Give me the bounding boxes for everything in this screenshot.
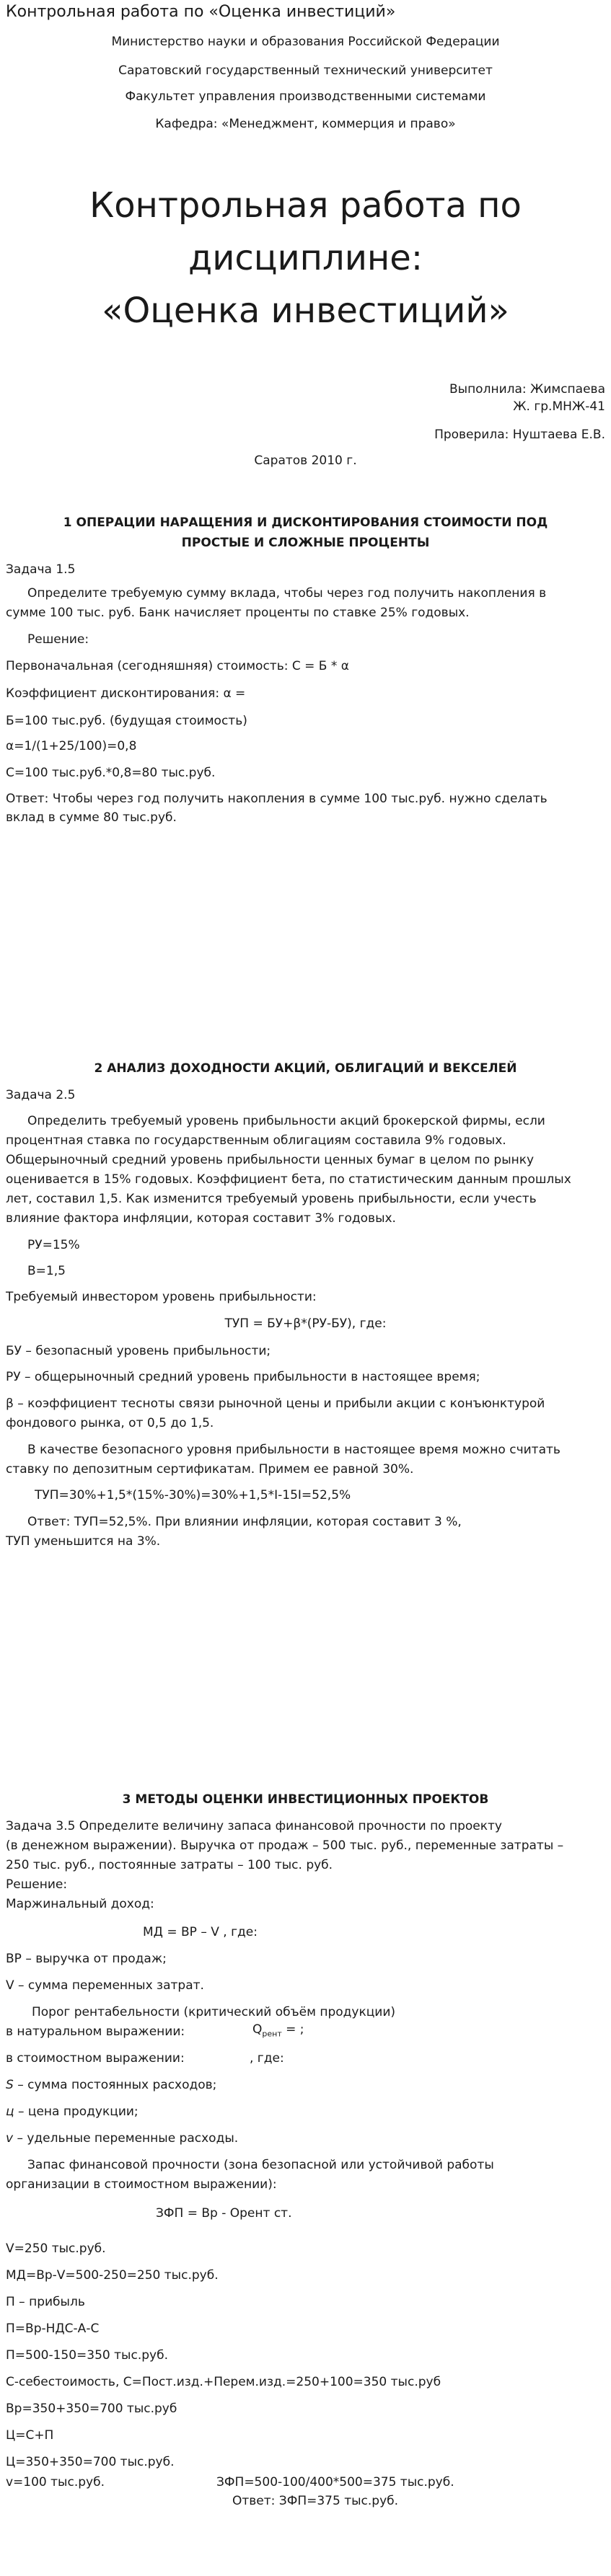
s1-line-3: Б=100 тыс.руб. (будущая стоимость): [6, 714, 247, 728]
s2-def-1: БУ – безопасный уровень прибыльности;: [6, 1344, 271, 1358]
s3-md-formula: МД = ВР – V , где:: [143, 1925, 258, 1939]
s3-r3: П – прибыль: [6, 2295, 85, 2309]
s3-zfp-desc-1: Запас финансовой прочности (зона безопасной или устойчивой работы: [27, 2158, 494, 2172]
s3-q-rent: [252, 2022, 304, 2038]
task-2-5-text-4: оценивается в 15% годовых. Коэффициент бета, по статистическим данным прошлых: [6, 1172, 571, 1187]
university-line: Саратовский государственный технический университет: [118, 63, 493, 78]
s1-line-2: Коэффициент дисконтирования: α =: [6, 686, 246, 701]
faculty-line: Факультет управления производственными системами: [125, 89, 486, 104]
department-line: Кафедра: «Менеджмент, коммерция и право»: [155, 117, 456, 131]
s2-ru: РУ=15%: [27, 1238, 80, 1252]
task-1-5-text-2: сумме 100 тыс. руб. Банк начисляет проценты по ставке 25% годовых.: [6, 606, 470, 620]
main-title-line-2: дисциплине:: [188, 238, 423, 278]
s2-def-3: β – коэффициент тесноты связи рыночной цены и прибыли акции с конъюнктурой: [6, 1397, 545, 1411]
s3-r1: V=250 тыс.руб.: [6, 2241, 106, 2256]
s1-line-4: α=1/(1+25/100)=0,8: [6, 739, 137, 753]
ministry-line: Министерство науки и образования Российской Федерации: [111, 35, 500, 49]
s3-cost: в стоимостном выражении:: [6, 2051, 185, 2066]
solution-label-3: Решение:: [6, 1877, 68, 1892]
section1-heading-line-2: ПРОСТЫЕ И СЛОЖНЫЕ ПРОЦЕНТЫ: [181, 536, 430, 550]
task-1-5-text-1: Определите требуемую сумму вклада, чтобы через год получить накопления в: [27, 586, 547, 601]
c-symbol: ц: [6, 2104, 14, 2119]
main-title-line-1: Контрольная работа по: [89, 185, 522, 226]
s3-r4: П=Вр-НДС-А-С: [6, 2322, 100, 2336]
s3-r2: МД=Вр-V=500-250=250 тыс.руб.: [6, 2268, 219, 2283]
s3-zfp-desc-2: организации в стоимостном выражении):: [6, 2177, 277, 2192]
s3-r8: Ц=С+П: [6, 2428, 54, 2443]
q-subscript: рент: [262, 2029, 282, 2039]
s-text: – сумма постоянных расходов;: [17, 2078, 217, 2092]
performer-group: Ж. гр.МНЖ-41: [513, 399, 605, 414]
s3-s-def: [6, 2078, 216, 2092]
s3-r6: С-себестоимость, С=Пост.изд.+Перем.изд.=250+100=350 тыс.руб: [6, 2375, 441, 2389]
s2-required: Требуемый инвестором уровень прибыльности:: [6, 1290, 317, 1304]
task-2-5-text-1: Определить требуемый уровень прибыльности акций брокерской фирмы, если: [27, 1114, 545, 1128]
s2-def-4: фондового рынка, от 0,5 до 1,5.: [6, 1416, 214, 1430]
s1-line-5: С=100 тыс.руб.*0,8=80 тыс.руб.: [6, 766, 216, 780]
s3-c-def: [6, 2104, 139, 2119]
s2-calc: ТУП=30%+1,5*(15%-30%)=30%+1,5*I-15I=52,5%: [35, 1488, 351, 1502]
s1-line-7: вклад в сумме 80 тыс.руб.: [6, 810, 177, 825]
s2-beta: В=1,5: [27, 1264, 66, 1278]
s3-margin: Маржинальный доход:: [6, 1897, 154, 1911]
section1-heading-line-1: 1 ОПЕРАЦИИ НАРАЩЕНИЯ И ДИСКОНТИРОВАНИЯ СТОИМОСТИ ПОД: [63, 515, 548, 530]
s2-formula: ТУП = БУ+β*(РУ-БУ), где:: [224, 1316, 387, 1331]
s3-natural: в натуральном выражении:: [6, 2024, 185, 2039]
section3-heading: 3 МЕТОДЫ ОЦЕНКИ ИНВЕСТИЦИОННЫХ ПРОЕКТОВ: [122, 1792, 489, 1807]
task-3-5-text-1: Задача 3.5 Определите величину запаса финансовой прочности по проекту: [6, 1819, 502, 1833]
task-2-5-text-2: процентная ставка по государственным облигациям составила 9% годовых.: [6, 1133, 506, 1148]
main-title-line-3: «Оценка инвестиций»: [102, 291, 509, 331]
s1-line-1: Первоначальная (сегодняшняя) стоимость: С = Б * α: [6, 659, 349, 673]
s3-r10b: ЗФП=500-100/400*500=375 тыс.руб.: [216, 2475, 454, 2489]
s3-r10a: v=100 тыс.руб.: [6, 2475, 105, 2489]
s3-cost-where: , где:: [250, 2051, 284, 2066]
q-symbol: Q: [252, 2022, 263, 2037]
s3-r9: Ц=350+350=700 тыс.руб.: [6, 2455, 175, 2469]
task-1-5: Задача 1.5: [6, 562, 76, 577]
document-title: Контрольная работа по «Оценка инвестиций»: [6, 3, 396, 21]
s2-def-2: РУ – общерыночный средний уровень прибыльности в настоящее время;: [6, 1370, 480, 1384]
task-2-5-text-3: Общерыночный средний уровень прибыльности ценных бумаг в целом по рынку: [6, 1153, 535, 1167]
checked-by: Проверила: Нуштаева Е.В.: [434, 428, 605, 442]
task-3-5-text-3: 250 тыс. руб., постоянные затраты – 100 тыс. руб.: [6, 1858, 333, 1872]
c-text: – цена продукции;: [17, 2104, 139, 2119]
task-2-5: Задача 2.5: [6, 1088, 76, 1102]
task-2-5-text-5: лет, составил 1,5. Как изменится требуемый уровень прибыльности, если учесть: [6, 1192, 537, 1206]
s1-line-6: Ответ: Чтобы через год получить накопления в сумме 100 тыс.руб. нужно сделать: [6, 792, 548, 806]
s2-answer-2: ТУП уменьшится на 3%.: [6, 1534, 161, 1549]
s3-vr: ВР – выручка от продаж;: [6, 1952, 167, 1966]
s3-v-def: [6, 2131, 238, 2146]
s3-r7: Вр=350+350=700 тыс.руб: [6, 2402, 177, 2416]
s-symbol: S: [6, 2078, 14, 2092]
performed-by: Выполнила: Жимспаева: [449, 382, 605, 397]
task-3-5-text-2: (в денежном выражении). Выручка от продаж – 500 тыс. руб., переменные затраты –: [6, 1838, 564, 1853]
v-text: – удельные переменные расходы.: [17, 2131, 239, 2146]
s3-r5: П=500-150=350 тыс.руб.: [6, 2348, 168, 2363]
s2-q-1: В качестве безопасного уровня прибыльности в настоящее время можно считать: [27, 1443, 561, 1457]
s2-answer-1: Ответ: ТУП=52,5%. При влиянии инфляции, которая составит 3 %,: [27, 1515, 462, 1529]
s3-answer: Ответ: ЗФП=375 тыс.руб.: [232, 2494, 399, 2508]
section2-heading: 2 АНАЛИЗ ДОХОДНОСТИ АКЦИЙ, ОБЛИГАЦИЙ И ВЕКСЕЛЕЙ: [94, 1061, 517, 1076]
q-equals: = ;: [281, 2022, 304, 2037]
task-2-5-text-6: влияние фактора инфляции, которая составит 3% годовых.: [6, 1211, 396, 1226]
city-year: Саратов 2010 г.: [254, 453, 357, 468]
s3-threshold: Порог рентабельности (критический объём продукции): [32, 2005, 396, 2019]
solution-label-1: Решение:: [27, 632, 89, 647]
s3-v: V – сумма переменных затрат.: [6, 1978, 204, 1993]
s2-q-2: ставку по депозитным сертификатам. Примем ее равной 30%.: [6, 1462, 414, 1477]
v-symbol: v: [6, 2131, 14, 2146]
s3-zfp-formula: ЗФП = Вр - Орент ст.: [156, 2206, 292, 2221]
